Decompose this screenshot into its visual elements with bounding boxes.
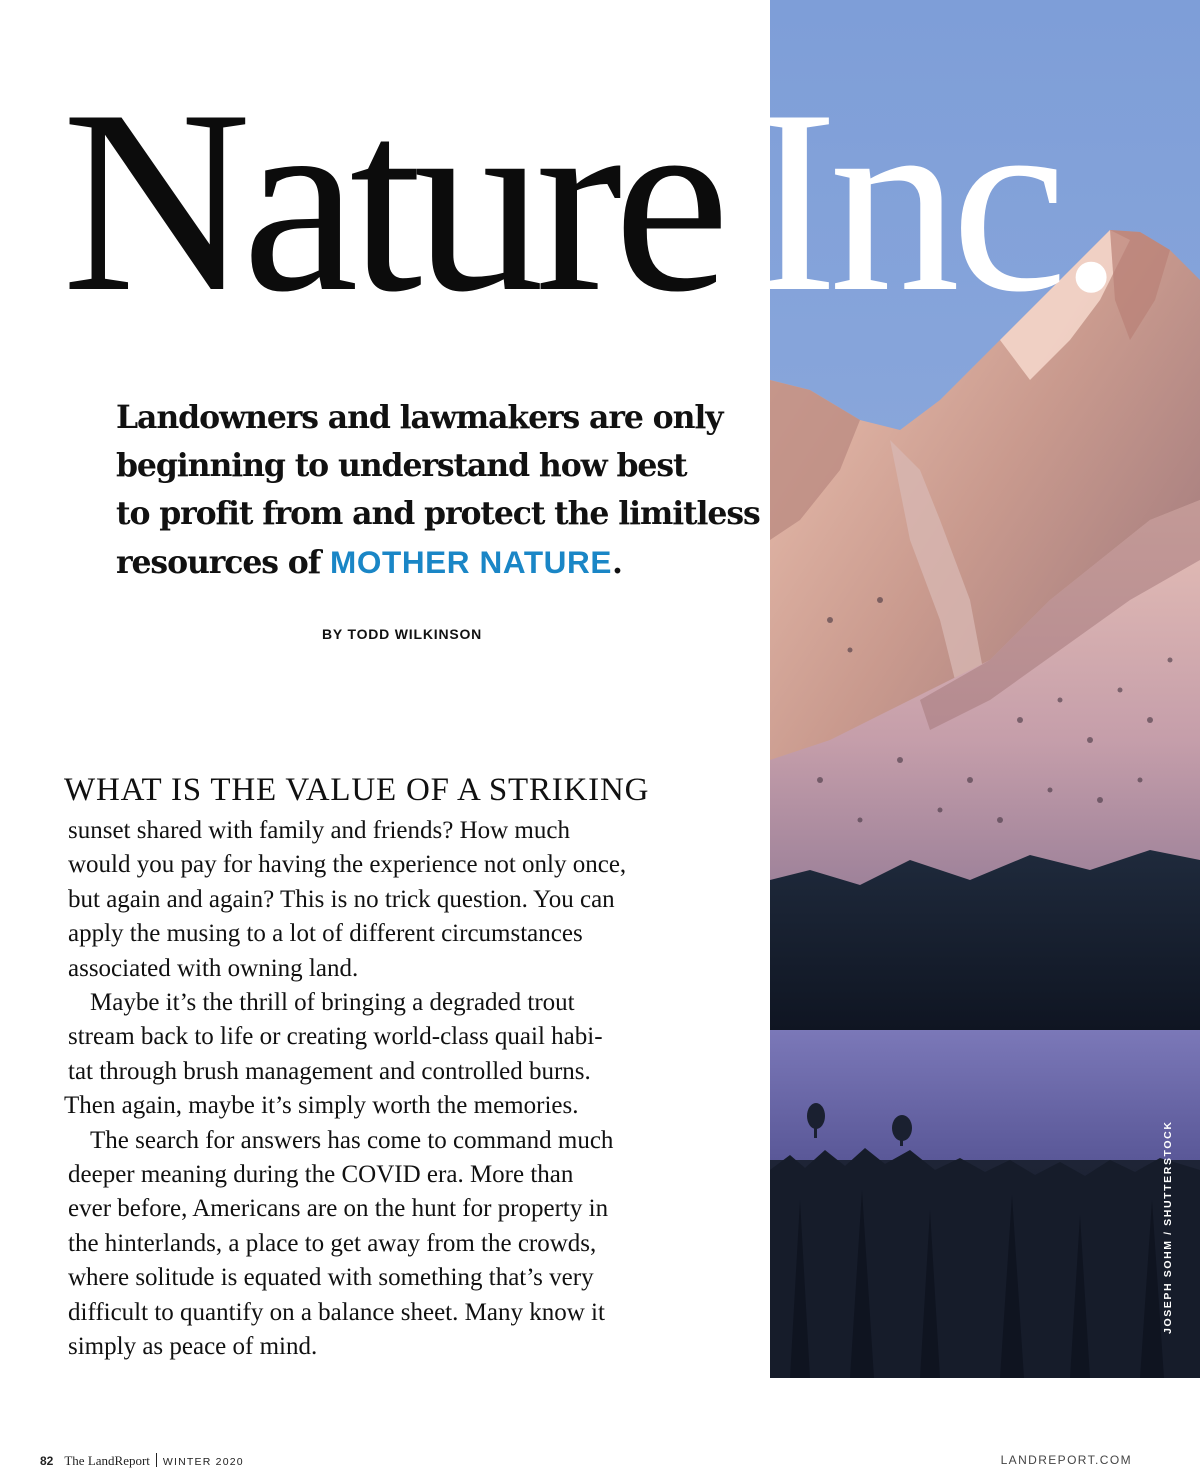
article-deck bbox=[116, 394, 760, 587]
body-line: the hinterlands, a place to get away from the crowds, bbox=[68, 1229, 597, 1257]
body-line: apply the musing to a lot of different circumstances bbox=[68, 920, 583, 948]
body-line: would you pay for having the experience not only once, bbox=[68, 851, 627, 879]
body-line: where solitude is equated with something that’s very bbox=[68, 1264, 594, 1292]
article-body bbox=[64, 814, 718, 1365]
body-line: sunset shared with family and friends? How much bbox=[68, 817, 570, 844]
deck-highlight: MOTHER NATURE bbox=[330, 544, 612, 580]
deck-line-suffix: . bbox=[611, 544, 622, 581]
title-word-inc: Inc. bbox=[750, 56, 1115, 346]
magazine-name: The LandReport bbox=[64, 1453, 150, 1468]
website-label: LANDREPORT.COM bbox=[1000, 1453, 1132, 1467]
deck-line: Landowners and lawmakers are only bbox=[116, 399, 723, 436]
body-line: deeper meaning during the COVID era. More than bbox=[68, 1161, 574, 1189]
page-number: 82 bbox=[40, 1454, 54, 1468]
body-line: associated with owning land. bbox=[68, 954, 359, 982]
deck-line: beginning to understand how best bbox=[116, 447, 687, 484]
deck-line bbox=[116, 538, 756, 587]
body-line: The search for answers has come to command much bbox=[90, 1126, 614, 1154]
body-line: simply as peace of mind. bbox=[68, 1333, 318, 1361]
photo-credit: JOSEPH SOHM / SHUTTERSTOCK bbox=[1162, 1120, 1174, 1334]
article-title bbox=[62, 56, 1115, 346]
body-line: Maybe it’s the thrill of bringing a degraded trout bbox=[90, 989, 575, 1017]
body-line: difficult to quantify on a balance sheet. Many know it bbox=[68, 1298, 605, 1326]
body-line: stream back to life or creating world-class quail habi- bbox=[68, 1023, 603, 1051]
body-line: but again and again? This is no trick question. You can bbox=[68, 885, 615, 913]
issue-label: WINTER 2020 bbox=[162, 1456, 244, 1468]
deck-line: to profit from and protect the limitless bbox=[116, 495, 760, 532]
page-footer bbox=[40, 1453, 244, 1469]
body-line: tat through brush management and controlled burns. bbox=[68, 1057, 591, 1085]
byline: BY TODD WILKINSON bbox=[322, 626, 483, 642]
body-line: ever before, Americans are on the hunt for property in bbox=[68, 1195, 609, 1223]
body-line: Then again, maybe it’s simply worth the memories. bbox=[64, 1092, 579, 1120]
title-word-nature: Nature bbox=[62, 56, 721, 346]
deck-line-prefix: resources of bbox=[116, 544, 331, 581]
footer-divider bbox=[156, 1453, 157, 1467]
lead-in: WHAT IS THE VALUE OF A STRIKING bbox=[64, 772, 650, 808]
